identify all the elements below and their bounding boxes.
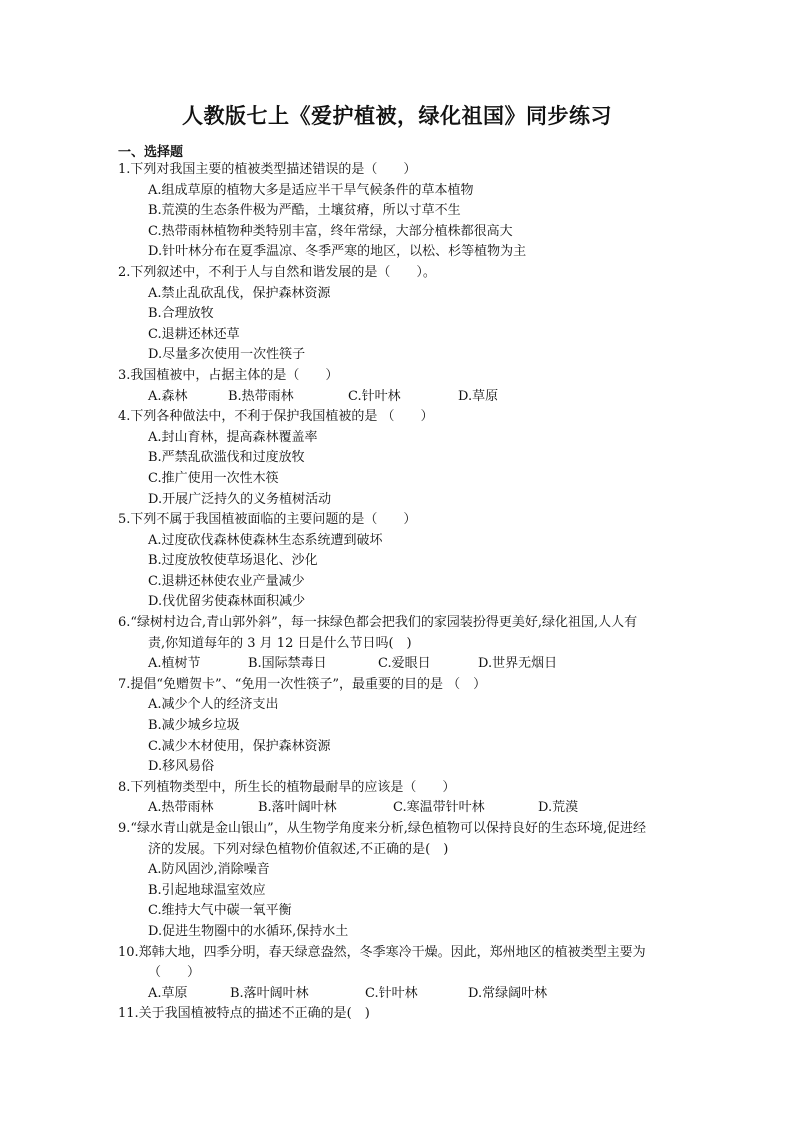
option-item: A.减少个人的经济支出: [148, 697, 279, 713]
option-item: B.严禁乱砍滥伐和过度放牧: [148, 450, 305, 466]
option-item: D.伐优留劣使森林面积减少: [148, 594, 306, 610]
option-item: C.寒温带针叶林: [393, 800, 485, 816]
document-title: 人教版七上《爱护植被，绿化祖国》同步练习: [182, 103, 612, 128]
question-stem: 责,你知道每年的 3 月 12 日是什么节日吗( ): [148, 635, 412, 651]
option-row: [118, 798, 708, 819]
option-item: A.组成草原的植物大多是适应半干旱气候条件的草本植物: [148, 182, 474, 198]
option-item: C.爱眼日: [378, 656, 431, 672]
option-item: B.引起地球温室效应: [148, 882, 266, 898]
question-stem: 7.提倡“免赠贺卡”、“免用一次性筷子”，最重要的目的是 （ ）: [118, 676, 487, 692]
question-11: [118, 1004, 708, 1025]
question-stem: 6.“绿树村边合,青山郭外斜”，每一抹绿色都会把我们的家园装扮得更美好,绿化祖国,人人有: [118, 615, 638, 631]
option-item: B.落叶阔叶林: [230, 985, 309, 1001]
question-3: [118, 366, 708, 407]
option-item: D.针叶林分布在夏季温凉、冬季严寒的地区，以松、杉等植物为主: [148, 244, 527, 260]
option-item: C.推广使用一次性木筷: [148, 470, 279, 486]
question-stem: 3.我国植被中，占据主体的是（ ）: [118, 367, 339, 383]
question-stem: 11.关于我国植被特点的描述不正确的是( ): [118, 1006, 370, 1022]
question-stem: 济的发展。下列对绿色植物价值叙述,不正确的是( ): [148, 841, 449, 857]
option-item: D.尽量多次使用一次性筷子: [148, 347, 306, 363]
question-stem: 4.下列各种做法中，不利于保护我国植被的是 （ ）: [118, 409, 434, 425]
question-stem: 1.下列对我国主要的植被类型描述错误的是（ ）: [118, 162, 417, 177]
option-item: A.植树节: [148, 656, 201, 672]
option-item: B.荒漠的生态条件极为严酷，土壤贫瘠，所以寸草不生: [148, 203, 461, 219]
question-6: [118, 613, 708, 675]
option-item: B.落叶阔叶林: [258, 800, 337, 816]
option-item: A.禁止乱砍乱伐，保护森林资源: [148, 285, 331, 301]
question-list: [118, 160, 708, 1025]
option-item: D.促进生物圈中的水循环,保持水土: [148, 923, 349, 939]
option-row: [118, 984, 708, 1005]
question-2: [118, 263, 708, 366]
option-item: D.开展广泛持久的义务植树活动: [148, 491, 332, 507]
option-item: D.草原: [458, 388, 499, 404]
option-item: B.减少城乡垃圾: [148, 718, 240, 734]
option-item: C.热带雨林植物种类特别丰富，终年常绿，大部分植株都很高大: [148, 223, 513, 239]
option-item: C.退耕还林还草: [148, 326, 240, 342]
section-heading: 一、选择题: [118, 145, 184, 160]
option-item: B.合理放牧: [148, 306, 214, 322]
option-item: B.过度放牧使草场退化、沙化: [148, 553, 318, 569]
option-item: D.移风易俗: [148, 759, 215, 775]
question-5: [118, 510, 708, 613]
question-1: [118, 160, 708, 263]
option-item: D.荒漠: [538, 800, 579, 816]
question-10: [118, 943, 708, 1005]
option-item: C.维持大气中碳一氧平衡: [148, 903, 292, 919]
option-item: A.森林: [148, 388, 188, 404]
option-item: C.针叶林: [348, 388, 401, 404]
option-item: C.减少木材使用，保护森林资源: [148, 738, 331, 754]
question-4: [118, 407, 708, 510]
question-7: [118, 675, 708, 778]
option-item: D.常绿阔叶林: [468, 985, 548, 1001]
option-item: C.针叶林: [365, 985, 418, 1001]
option-item: A.防风固沙,消除噪音: [148, 862, 270, 878]
question-stem: （ ）: [148, 965, 201, 981]
option-item: A.热带雨林: [148, 800, 214, 816]
option-item: C.退耕还林使农业产量减少: [148, 573, 305, 589]
question-stem: 2.下列叙述中，不利于人与自然和谐发展的是（ ）。: [118, 264, 436, 280]
option-item: A.封山育林，提高森林覆盖率: [148, 429, 318, 445]
question-9: [118, 819, 708, 943]
option-row: [118, 654, 708, 675]
option-item: A.过度砍伐森林使森林生态系统遭到破坏: [148, 532, 383, 548]
option-item: B.热带雨林: [228, 388, 294, 404]
option-item: B.国际禁毒日: [248, 656, 327, 672]
question-stem: 9.“绿水青山就是金山银山”，从生物学角度来分析,绿色植物可以保持良好的生态环境,促进经: [118, 821, 646, 836]
question-stem: 8.下列植物类型中，所生长的植物最耐旱的应该是（ ）: [118, 779, 456, 795]
question-stem: 5.下列不属于我国植被面临的主要问题的是（ ）: [118, 512, 417, 528]
question-stem: 10.郑韩大地，四季分明，春天绿意盎然，冬季寒冷干燥。因此，郑州地区的植被类型主要为: [118, 944, 646, 960]
option-item: A.草原: [148, 985, 188, 1001]
option-row: [118, 387, 708, 408]
option-item: D.世界无烟日: [478, 656, 558, 672]
question-8: [118, 778, 708, 819]
